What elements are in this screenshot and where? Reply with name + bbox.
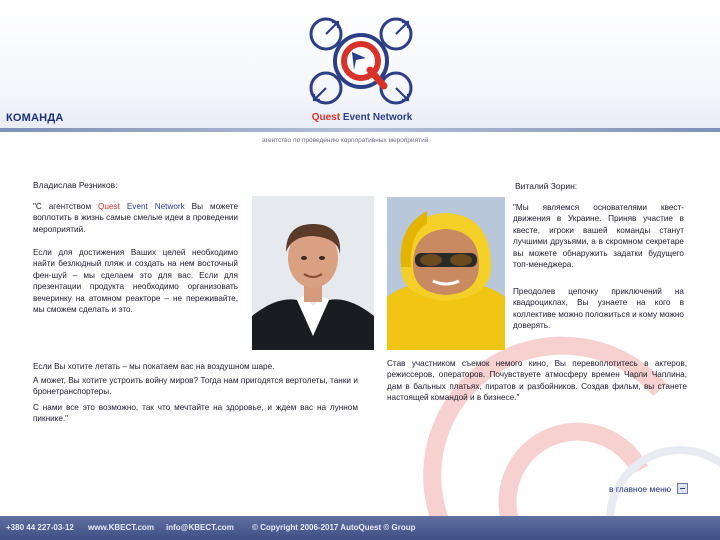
main-menu-link[interactable] — [609, 483, 688, 494]
compass-arrows-logo-icon — [296, 8, 426, 114]
right-quote-intro: "Мы являемся основателями квест-движения в Украине. Приняв участие в квесте, игроки вашей команды станут лучшими друзьями, а в скромном секретаре вы можете обнаружить задатки будущего топ-менеджера. — [513, 203, 684, 270]
left-quote-intro — [33, 201, 238, 235]
tagline: агентство по проведению корпоративных мероприятий — [262, 137, 429, 144]
header — [0, 0, 720, 132]
page-title: КОМАНДА — [6, 112, 64, 124]
logo-word-event: Event — [342, 112, 371, 123]
left-quote-intro-start: "С агентством — [33, 202, 99, 211]
left-quote-paragraph: Если для достижения Ваших целей необходимо найти безлюдный пляж и создать на нем восточный фен-шуй – мы сделаем это для вас. Если для презентации продукта необходимо организовать вечеринку на атомном реакторе – не переживайте, мы сможем сделать и это. — [33, 248, 238, 315]
logo-wordmark — [280, 112, 444, 123]
header-divider — [0, 128, 720, 132]
left-quote-intro-end: Вы можете воплотить в жизнь самые смелые идеи в проведении мероприятий. — [33, 202, 239, 234]
company-logo — [296, 8, 426, 114]
right-quote-film: Став участником съемок немого кино, Вы перевоплотитесь в актеров, режиссеров, операторов. Почувствуете атмосферу времен Чарли Чаплина, дам в бальных платьях, пиратов и разбойников. Создав фильм, вы станете настоящей командой и в бизнесе." — [387, 359, 687, 403]
right-person-photo — [387, 197, 505, 350]
footer-site-link[interactable]: www.KBECT.com — [88, 523, 154, 532]
right-quote-quads: Преодолев цепочку приключений на квадроциклах, Вы узнаете на кого в коллективе можно положиться и кому можно доверять. — [513, 287, 684, 331]
left-quote-balloon: Если Вы хотите летать – мы покатаем вас на воздушном шаре. — [33, 362, 275, 371]
left-quote-war: А может, Вы хотите устроить войну миров? Тогда нам пригодятся вертолеты, танки и бронетранспортеры. — [33, 376, 358, 397]
footer-phone: +380 44 227-03-12 — [6, 523, 74, 532]
brand-inline-quest: Quest — [98, 202, 120, 211]
left-person-photo — [252, 196, 374, 350]
footer — [0, 516, 720, 540]
right-person-name: Виталий Зорин: — [515, 181, 578, 191]
left-quote-closing: С нами все это возможно, так что мечтайте на здоровье, и ждем вас на лунном пикнике." — [33, 403, 358, 424]
logo-word-quest: Quest — [311, 112, 341, 123]
brand-inline-network: Network — [154, 202, 185, 211]
brand-inline-event: Event — [126, 202, 148, 211]
footer-email-link[interactable]: info@KBECT.com — [166, 523, 234, 532]
footer-copyright: © Copyright 2006-2017 AutoQuest © Group — [252, 523, 416, 532]
brand-inline — [98, 202, 185, 211]
main-menu-link-label[interactable]: в главное меню — [609, 483, 672, 494]
left-person-name: Владислав Резников: — [33, 180, 118, 190]
logo-word-network: Network — [372, 112, 413, 123]
menu-return-icon[interactable] — [677, 483, 688, 494]
